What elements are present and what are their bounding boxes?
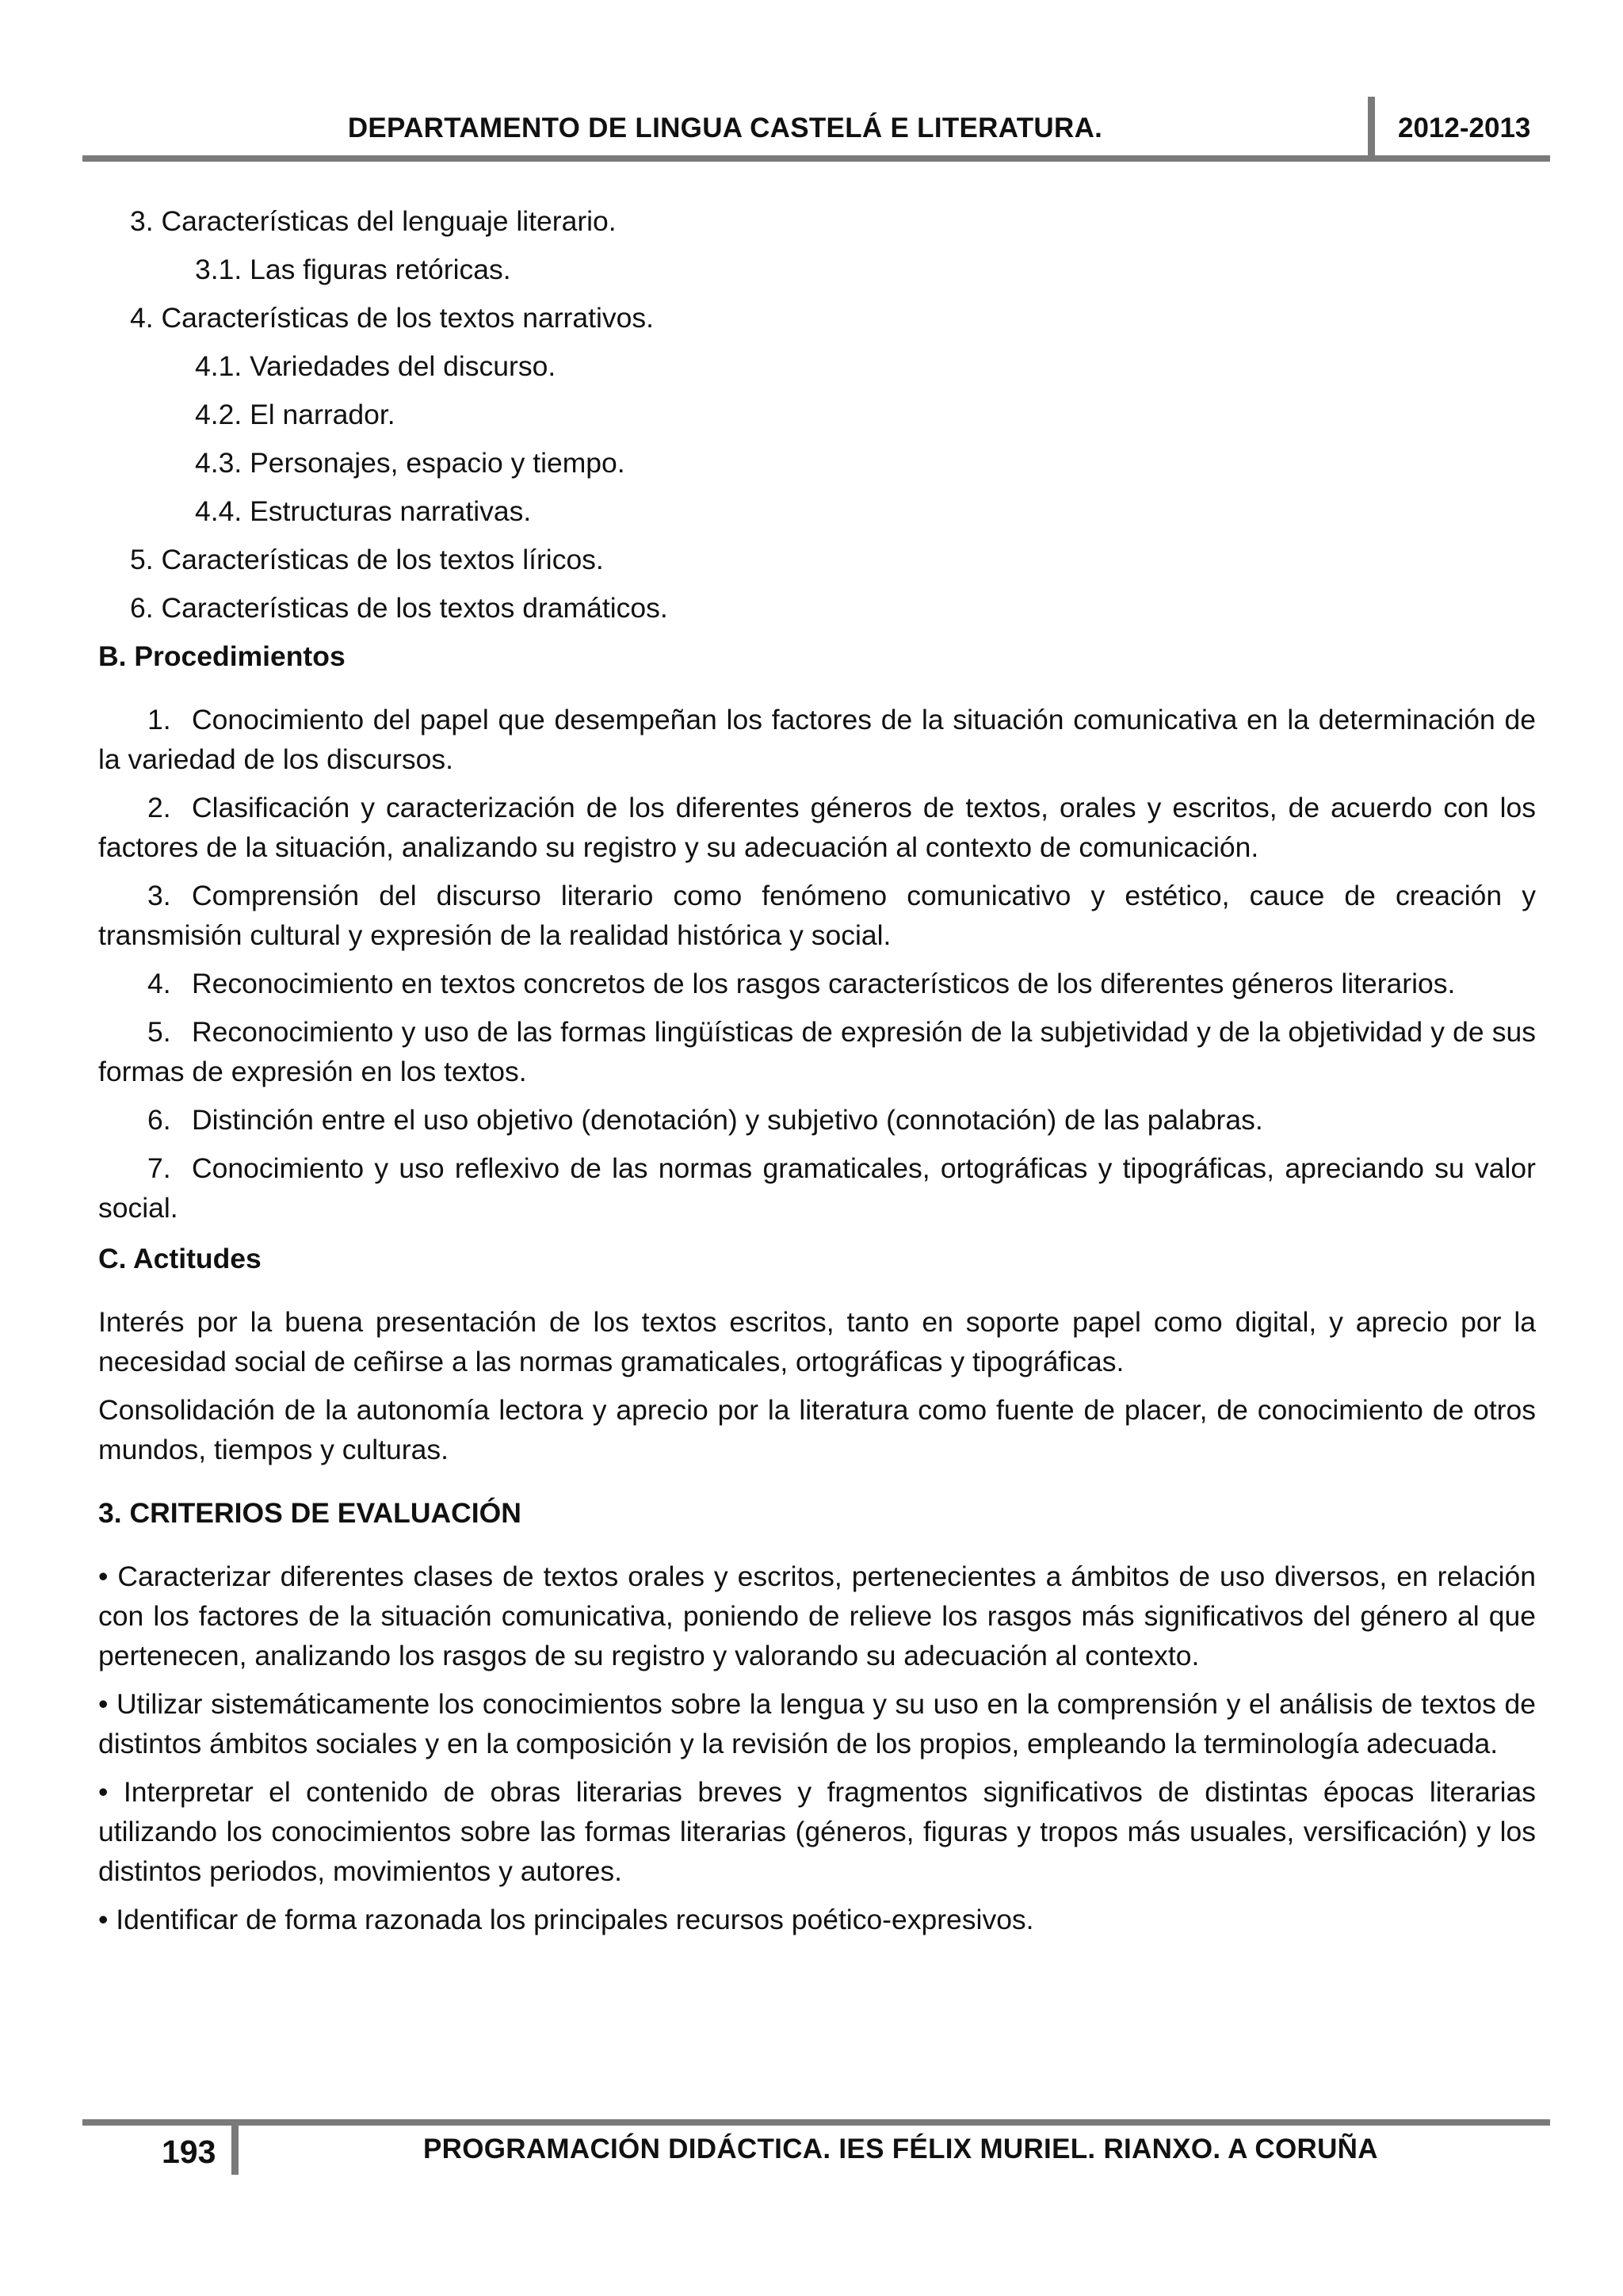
procedimiento-item: [98, 788, 1536, 867]
toc-item: 5. Características de los textos líricos.: [130, 544, 604, 575]
item-text: Distinción entre el uso objetivo (denotación) y subjetivo (connotación) de las palabras.: [192, 1104, 1263, 1136]
actitudes-heading: C. Actitudes: [98, 1243, 262, 1274]
header-department: DEPARTAMENTO DE LINGUA CASTELÁ E LITERATURA.: [347, 113, 1103, 143]
item-text: Reconocimiento y uso de las formas lingüísticas de expresión de la subjetividad y de la objetividad y de sus formas de expresión en los textos.: [98, 1016, 1536, 1087]
toc-item: 4. Características de los textos narrativos.: [130, 302, 654, 334]
criterios-heading: 3. CRITERIOS DE EVALUACIÓN: [98, 1497, 521, 1529]
item-text: Clasificación y caracterización de los diferentes géneros de textos, orales y escritos, de acuerdo con los factores de la situación, analizando su registro y su adecuación al contexto de comunicación.: [98, 792, 1536, 863]
page-header: [82, 106, 1550, 163]
toc-item: 3. Características del lenguaje literario.: [130, 205, 617, 237]
actitud-paragraph: Consolidación de la autonomía lectora y aprecio por la literatura como fuente de placer, de conocimiento de otros mundos, tiempos y culturas.: [98, 1394, 1536, 1465]
document-body: [98, 201, 1536, 1948]
item-number: 6.: [147, 1104, 171, 1136]
header-rule: [82, 155, 1550, 162]
actitudes-list: [98, 1302, 1536, 1469]
header-year: 2012-2013: [1398, 113, 1531, 143]
page-footer: [82, 2119, 1550, 2183]
item-number: 5.: [147, 1016, 171, 1048]
criterio-item: • Caracterizar diferentes clases de textos orales y escritos, pertenecientes a ámbitos de uso diversos, en relación con los factores de la situación comunicativa, poniendo de relieve los rasgos más significativos del género al que pertenecen, analizando los rasgos de su registro y valorando su adecuación al contexto.: [98, 1561, 1536, 1671]
procedimiento-item: [98, 1148, 1536, 1228]
procedimientos-list: [98, 700, 1536, 1228]
procedimiento-item: [98, 964, 1536, 1003]
procedimientos-heading: B. Procedimientos: [98, 640, 346, 672]
item-number: 4.: [147, 968, 171, 999]
item-text: Conocimiento y uso reflexivo de las normas gramaticales, ortográficas y tipográficas, apreciando su valor social.: [98, 1152, 1536, 1224]
item-number: 2.: [147, 792, 171, 823]
item-text: Conocimiento del papel que desempeñan los factores de la situación comunicativa en la determinación de la variedad de los discursos.: [98, 704, 1536, 775]
item-text: Comprensión del discurso literario como fenómeno comunicativo y estético, cauce de creación y transmisión cultural y expresión de la realidad histórica y social.: [98, 880, 1536, 951]
footer-rule: [82, 2119, 1550, 2126]
page-number: 193: [162, 2134, 216, 2170]
criterios-list: [98, 1557, 1536, 1939]
item-number: 1.: [147, 704, 171, 735]
procedimiento-item: [98, 876, 1536, 955]
procedimiento-item: [98, 700, 1536, 779]
toc-item: 3.1. Las figuras retóricas.: [195, 254, 511, 285]
toc-item: 4.4. Estructuras narrativas.: [195, 495, 532, 527]
criterio-item: • Identificar de forma razonada los principales recursos poético-expresivos.: [98, 1904, 1034, 1935]
header-separator: [1368, 97, 1375, 155]
criterio-item: • Interpretar el contenido de obras literarias breves y fragmentos significativos de distintas épocas literarias utilizando los conocimientos sobre las formas literarias (géneros, figuras y tropos más usuales, versificación) y los distintos periodos, movimientos y autores.: [98, 1776, 1536, 1887]
toc-item: 4.2. El narrador.: [195, 399, 395, 430]
footer-text: PROGRAMACIÓN DIDÁCTICA. IES FÉLIX MURIEL. RIANXO. A CORUÑA: [423, 2134, 1378, 2164]
actitud-paragraph: Interés por la buena presentación de los textos escritos, tanto en soporte papel como digital, y aprecio por la necesidad social de ceñirse a las normas gramaticales, ortográficas y tipográficas.: [98, 1306, 1536, 1377]
item-number: 7.: [147, 1152, 171, 1184]
toc-item: 6. Características de los textos dramáticos.: [130, 592, 668, 624]
toc-item: 4.1. Variedades del discurso.: [195, 350, 556, 382]
footer-separator: [231, 2119, 239, 2175]
toc-item: 4.3. Personajes, espacio y tiempo.: [195, 447, 625, 479]
procedimiento-item: [98, 1100, 1536, 1140]
item-text: Reconocimiento en textos concretos de los rasgos característicos de los diferentes géneros literarios.: [192, 968, 1456, 999]
procedimiento-item: [98, 1012, 1536, 1091]
contents-list: [98, 201, 1536, 628]
item-number: 3.: [147, 880, 171, 911]
criterio-item: • Utilizar sistemáticamente los conocimientos sobre la lengua y su uso en la comprensión y el análisis de textos de distintos ámbitos sociales y en la composición y la revisión de los propios, empleando la terminología adecuada.: [98, 1688, 1536, 1759]
